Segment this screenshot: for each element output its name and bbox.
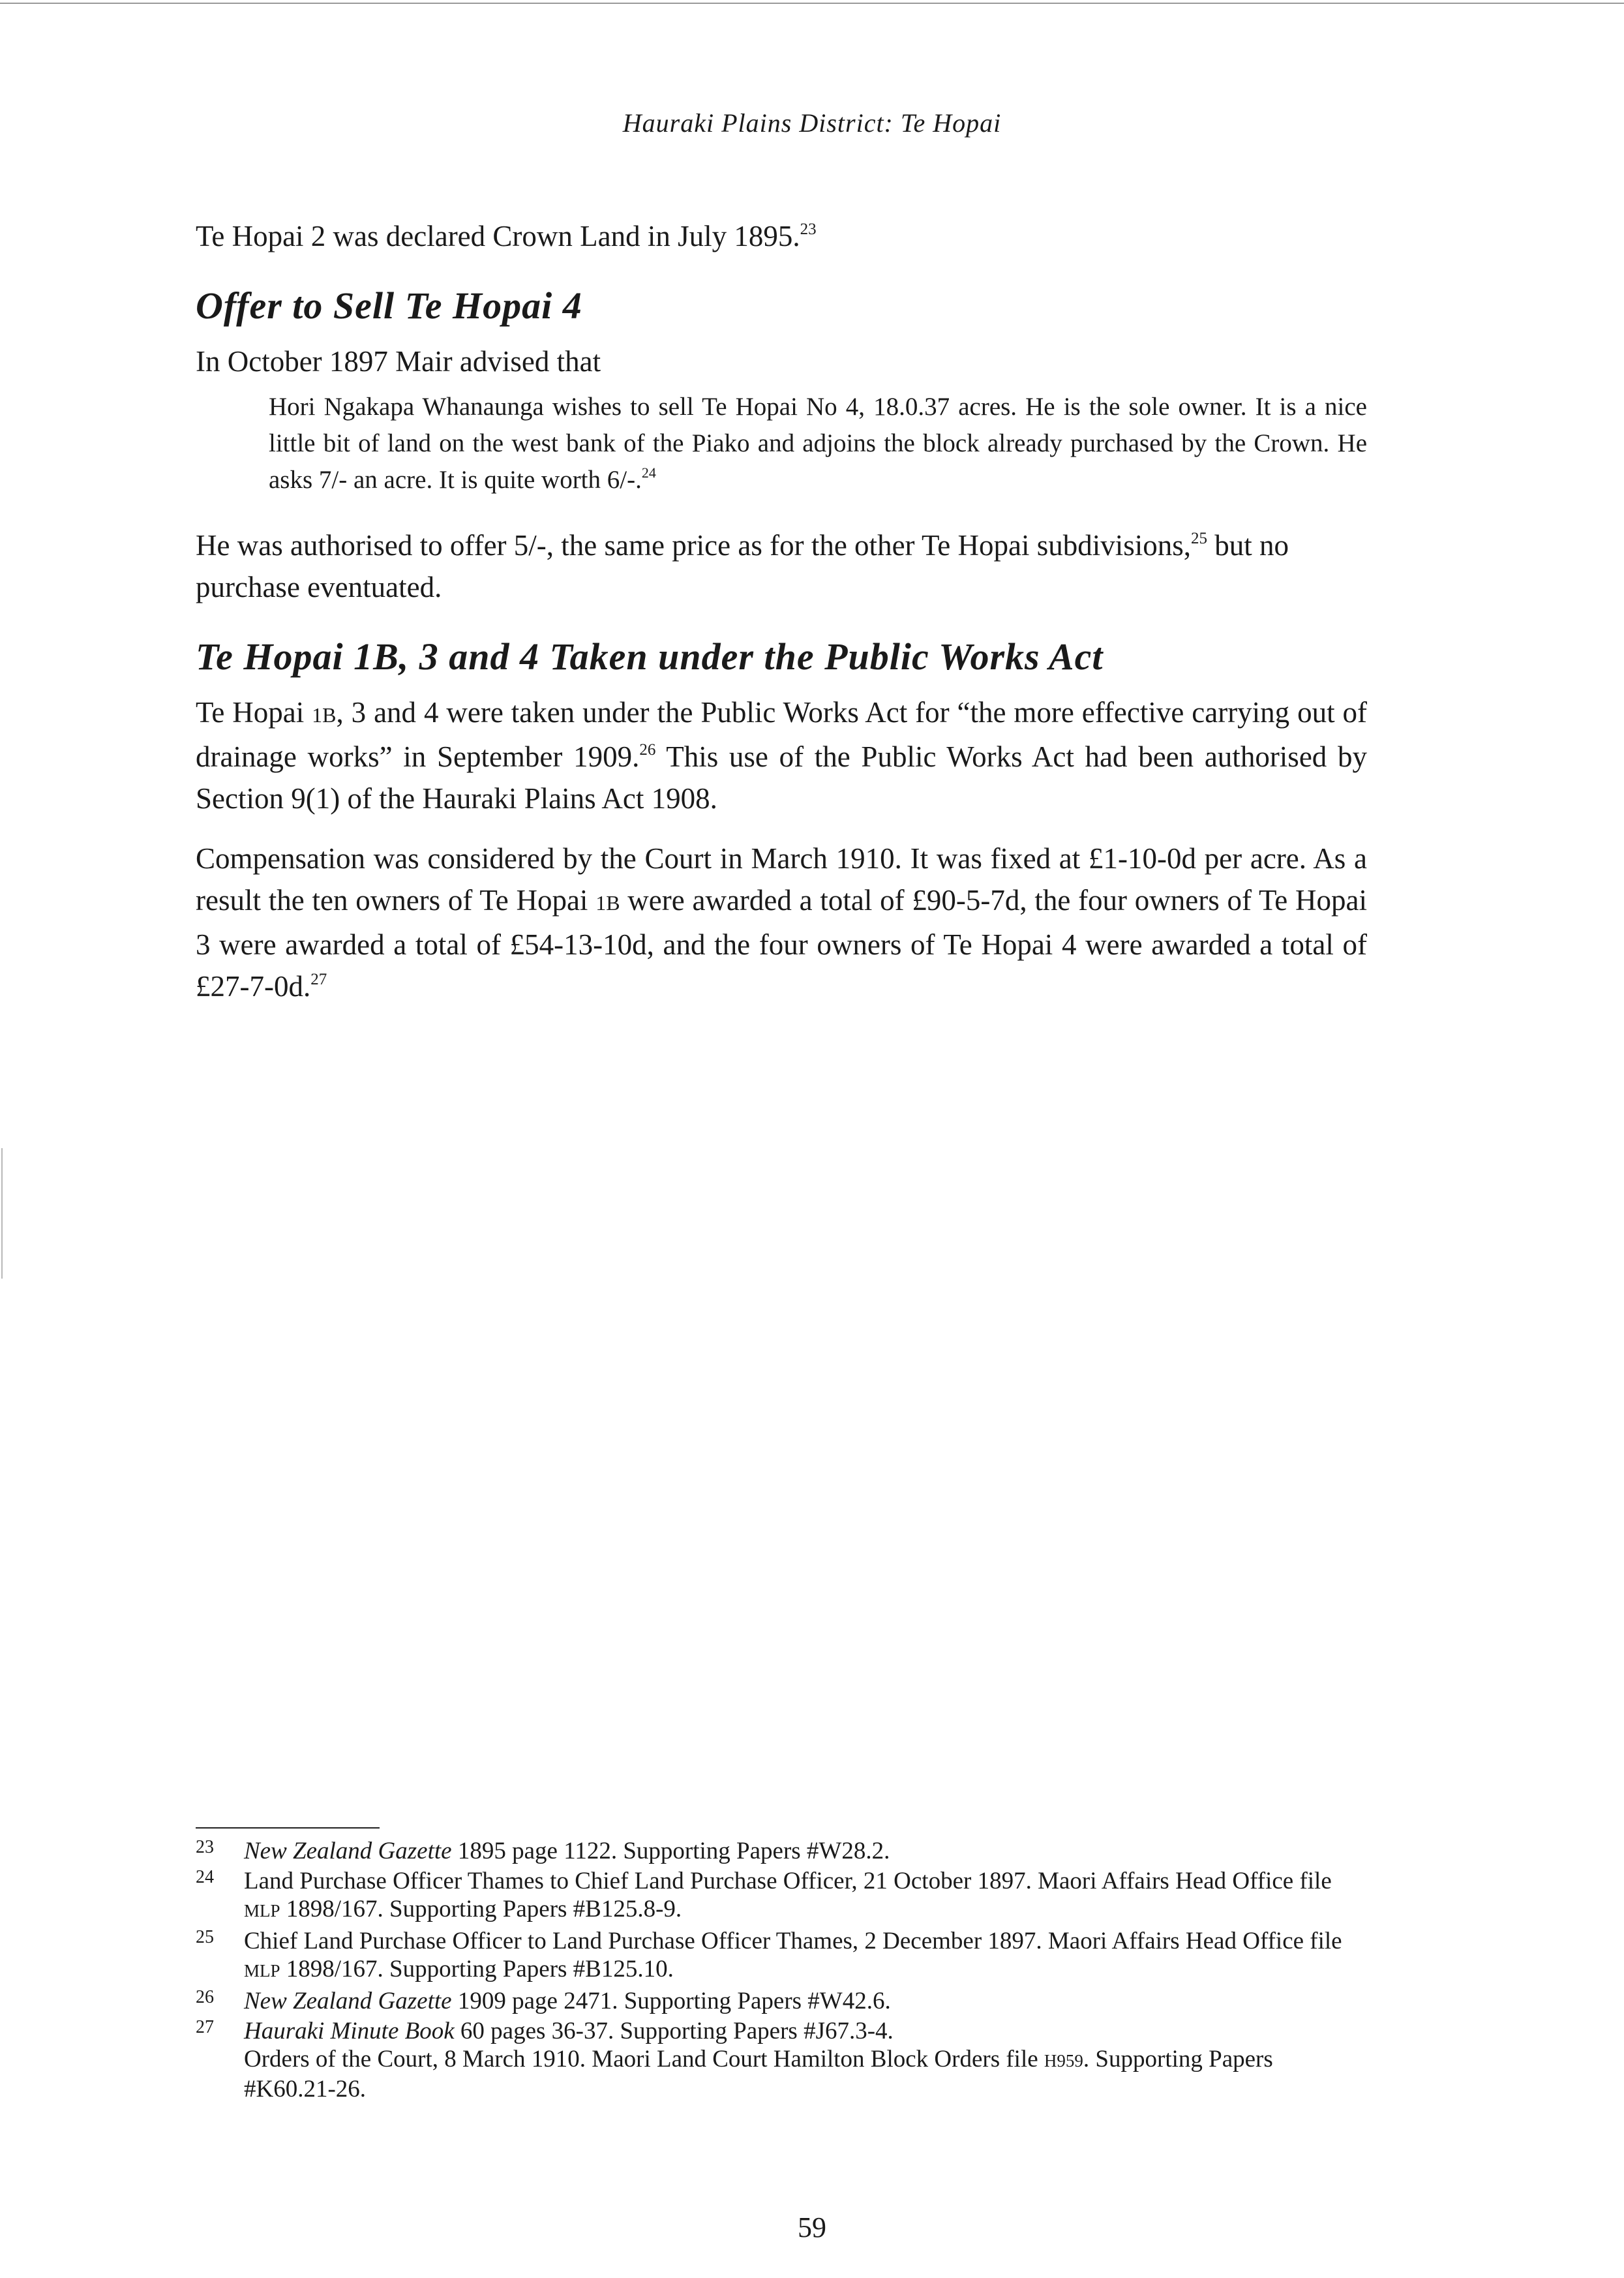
footnote-separator bbox=[196, 1827, 380, 1829]
footnote: 23 New Zealand Gazette 1895 page 1122. Supporting Papers #W28.2. bbox=[196, 1837, 890, 1864]
page-number: 59 bbox=[798, 2211, 826, 2243]
running-head: Hauraki Plains District: Te Hopai bbox=[622, 108, 1002, 138]
footnotes bbox=[196, 1837, 1370, 2105]
section-heading-offer: Offer to Sell Te Hopai 4 bbox=[196, 284, 582, 327]
paragraph-crown-land: Te Hopai 2 was declared Crown Land in July 1895.23 bbox=[196, 220, 817, 252]
footnote: 24 Land Purchase Officer Thames to Chief Land Purchase Officer, 21 October 1897. Maori Affairs Head Office file MLP 1898/167. Supporting Papers #B125.8-9. bbox=[196, 1867, 1332, 1922]
block-quote: Hori Ngakapa Whanaunga wishes to sell Te Hopai No 4, 18.0.37 acres. He is the sole owner. It is a nice little bit of land on the west bank of the Piako and adjoins the block already purchased by the Crown. He asks 7/- an acre. It is quite worth 6/-.$^{24}$ bbox=[269, 393, 1367, 494]
paragraph-mair-advised: In October 1897 Mair advised that bbox=[196, 345, 601, 378]
footnote: 26 New Zealand Gazette 1909 page 2471. Supporting Papers #W42.6. bbox=[196, 1987, 891, 2014]
section-heading-public-works: Te Hopai 1B, 3 and 4 Taken under the Public Works Act bbox=[196, 635, 1104, 678]
top-edge-rule bbox=[0, 3, 1624, 4]
scan-edge-mark bbox=[1, 1200, 3, 1279]
footnote: 25 Chief Land Purchase Officer to Land Purchase Officer Thames, 2 December 1897. Maori Affairs Head Office file MLP 1898/167. Supporting Papers #B125.10. bbox=[196, 1927, 1342, 1982]
footnote-ref: 23 bbox=[800, 220, 817, 238]
paragraph-public-works: Te Hopai 1B, 3 and 4 were taken under the Public Works Act for “the more effective carrying out of drainage works” in September 1909.26 This use of the Public Works Act had been authorised by Section 9(1) of the Hauraki Plains Act 1908. bbox=[196, 696, 1367, 815]
footnote-ref: 26 bbox=[639, 741, 656, 759]
footnote-ref: 27 bbox=[310, 971, 327, 988]
main-content bbox=[196, 215, 1367, 1025]
paragraph-compensation: Compensation was considered by the Court in March 1910. It was fixed at £1-10-0d per acre. As a result the ten owners of Te Hopai 1B were awarded a total of £90-5-7d, the four owners of Te Hopai 3 were awarded a total of £54-13-10d, and the four owners of Te Hopai 4 were awarded a total of £27-7-0d.$^{27}$ bbox=[196, 842, 1368, 1003]
footnote: 27 Hauraki Minute Book 60 pages 36-37. Supporting Papers #J67.3-4. Orders of the Court, 8 March 1910. Maori Land Court Hamilton Block Orders file H959. Supporting Papers #K60.21-26. bbox=[196, 2017, 1273, 2103]
footnote-ref: 25 bbox=[1191, 530, 1208, 547]
footnote-ref: 24 bbox=[641, 464, 656, 481]
paragraph-authorised: He was authorised to offer 5/-, the same price as for the other Te Hopai subdivisions,$^{25}$ but no purchase eventuated. bbox=[196, 529, 1289, 603]
